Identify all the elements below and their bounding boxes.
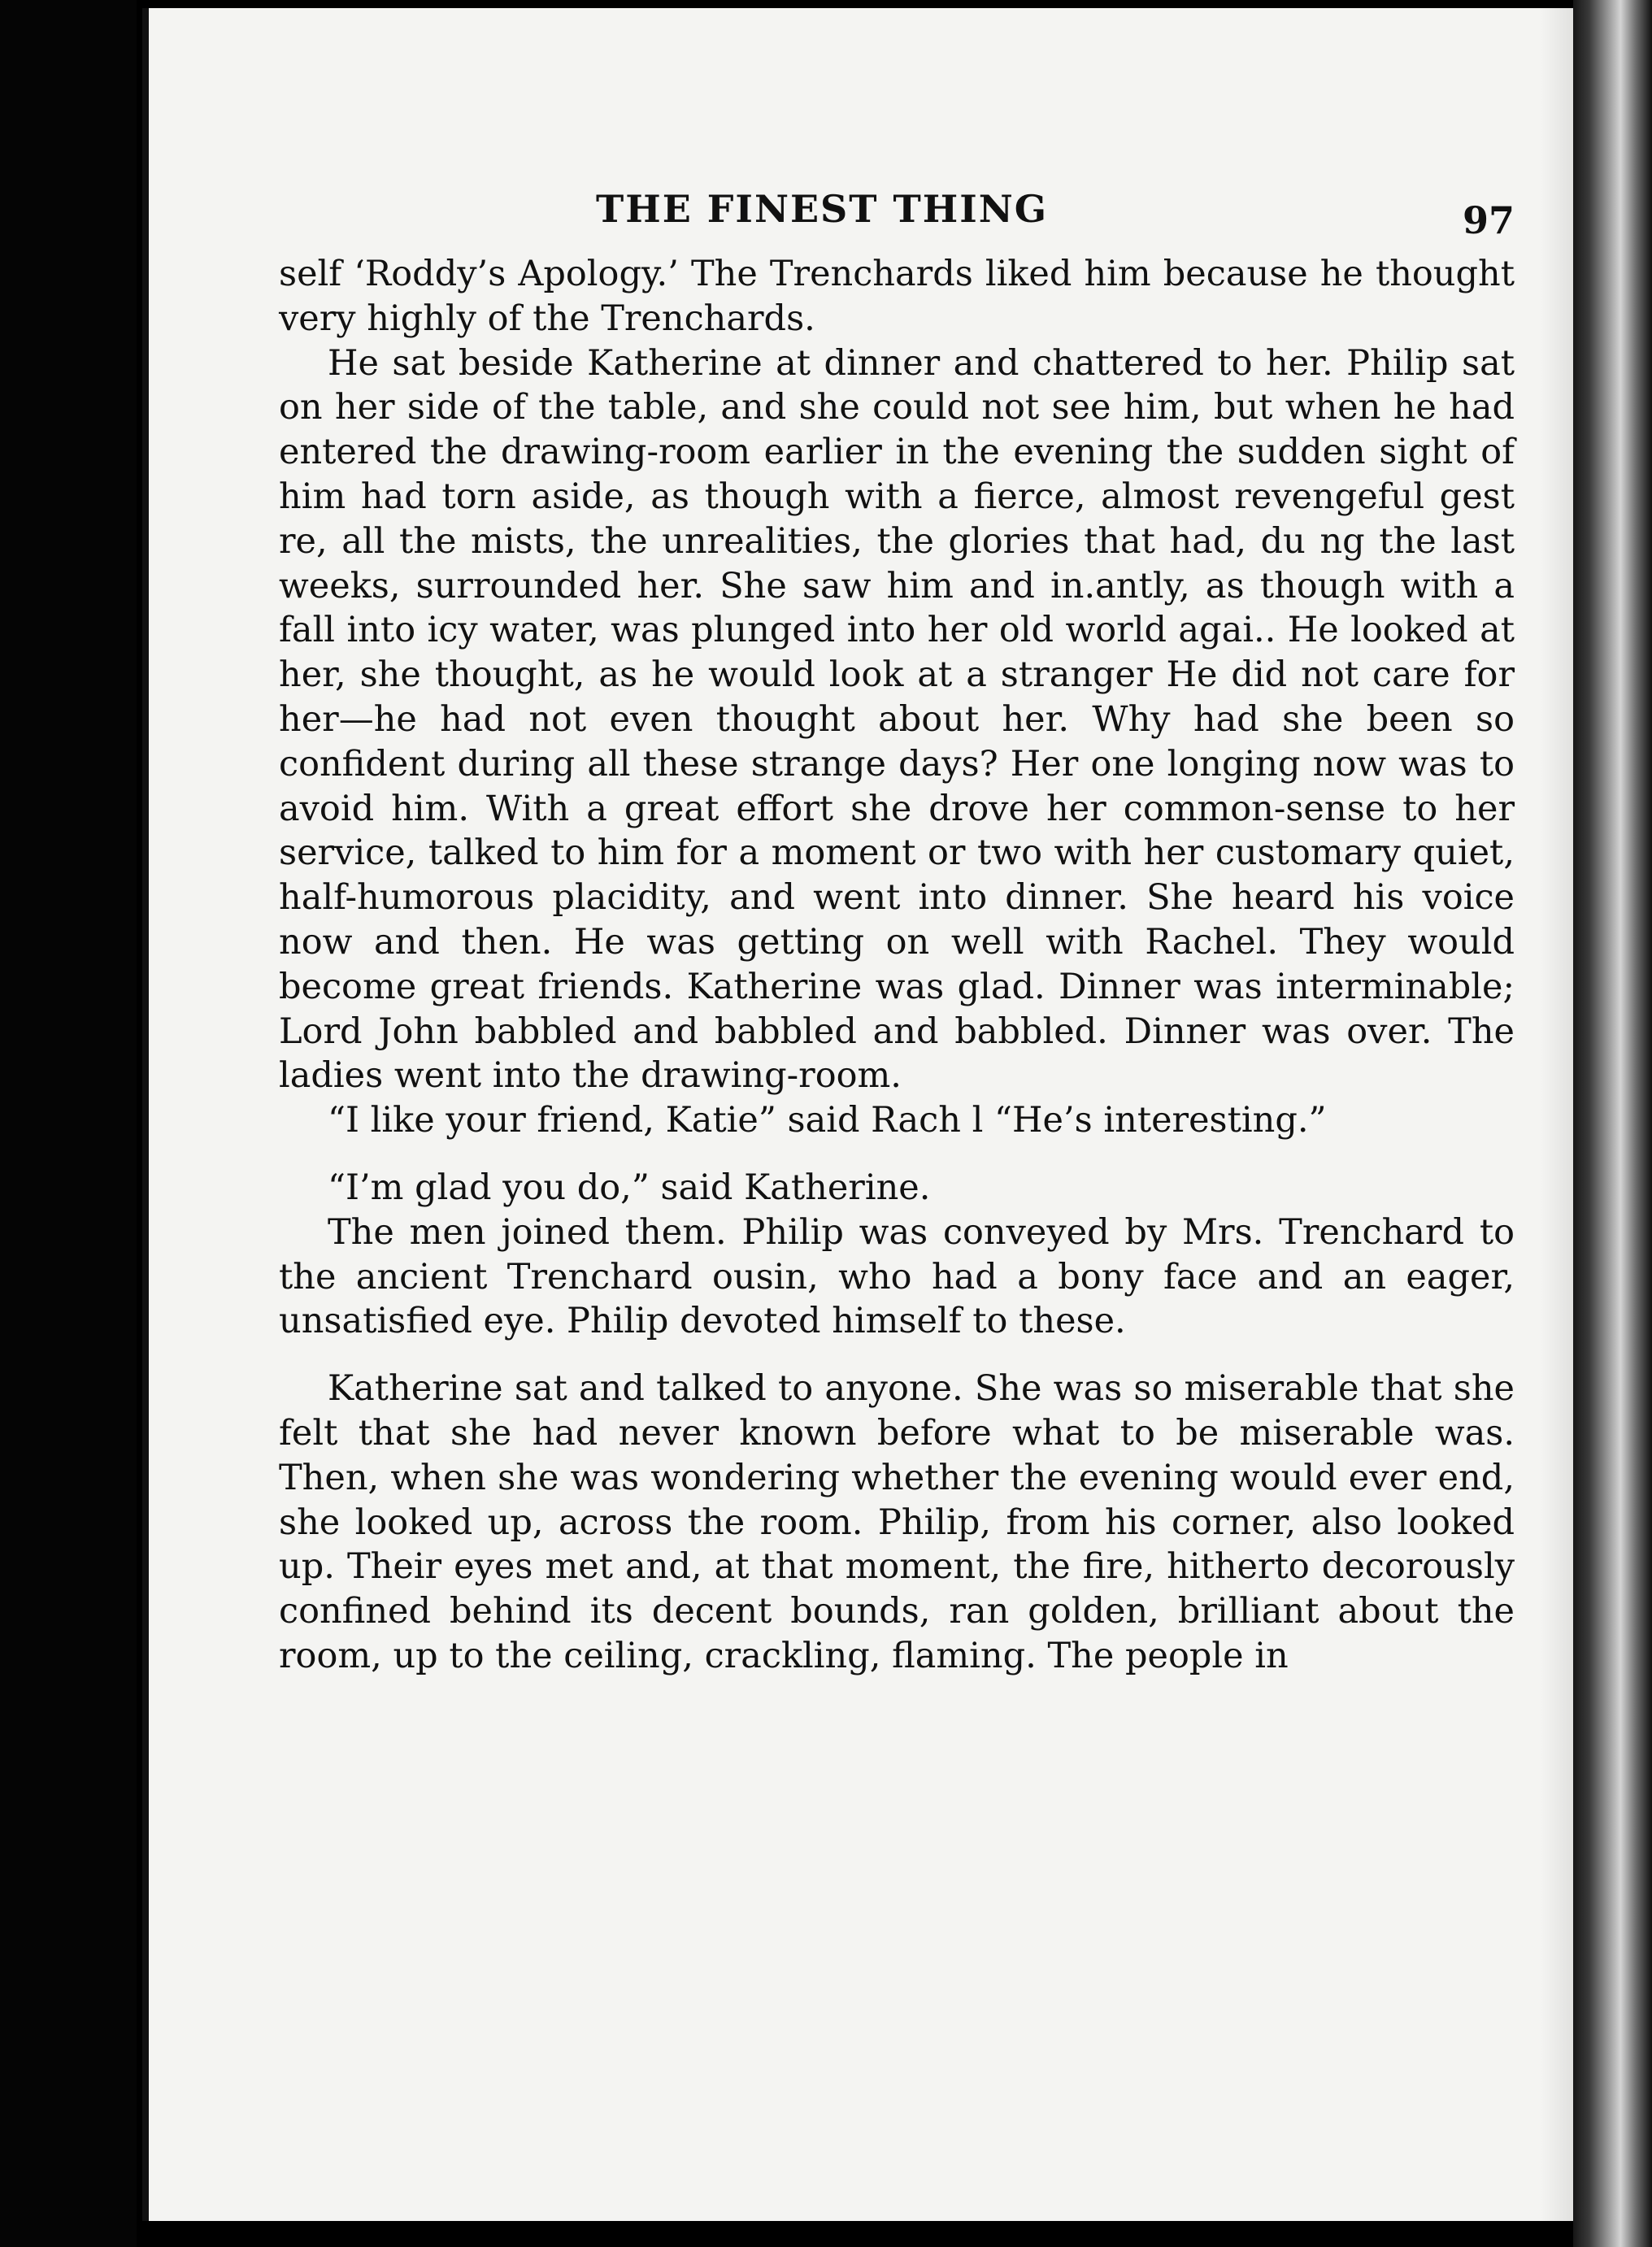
paragraph: “I’m glad you do,” said Katherine. — [328, 1167, 931, 1208]
paragraph: The men joined them. Philip was conveyed by Mrs. Trenchard to the ancient Trenchard ousin, who had a bony face and an eager, unsatisfied eye. Philip devoted himself to these. — [279, 1211, 1515, 1342]
paragraph: He sat beside Katherine at dinner and chattered to her. Philip sat on her side of the table, and she could not see him, but when he had entered the drawing-room earlier in the evening the sudden sight of him had torn aside, as though with a fierce, almost revengeful gest re, all the mists, the unrealities, the glories that had, du ng the last weeks, surrounded her. She saw him and in.antly, as though with a fall into icy water, was plunged into her old world agai.. He looked at her, she thought, as he would look at a stranger He did not care for her—he had not even thought about her. Why had she been so confident during all these strange days? Her one longing now was to avoid him. With a great effort she drove her common-sense to her service, talked to him for a moment or two with her customary quiet, half-humorous placidity, and went into dinner. She heard his voice now and then. He was getting on well with Rachel. They would become great friends. Katherine was glad. Dinner was interminable; Lord John babbled and babbled and babbled. Dinner was over. The ladies went into the drawing-room. — [279, 342, 1515, 1097]
page-number: 97 — [1462, 198, 1515, 242]
paragraph: Katherine sat and talked to anyone. She was so miserable that she felt that she had never known before what to be miserable was. Then, when she was wondering whether the evening would ever end, she looked up, across the room. Philip, from his corner, also looked up. Their eyes met and, at that moment, the fire, hitherto decorously confined behind its decent bounds, ran golden, brilliant about the room, up to the ceiling, crackling, flaming. The people in — [279, 1368, 1515, 1676]
book-spine-edge — [1573, 0, 1652, 2247]
book-page — [142, 8, 1573, 2221]
page-body — [279, 252, 1515, 1679]
paragraph: “I like your friend, Katie” said Rach l “He’s interesting.” — [328, 1100, 1327, 1141]
running-head: THE FINEST THING — [596, 187, 1049, 231]
page-header — [279, 187, 1515, 252]
paragraph: self ‘Roddy’s Apology.’ The Trenchards liked him because he thought very highly of the Trenchards. — [279, 254, 1515, 339]
facing-page-edge — [0, 0, 137, 2247]
